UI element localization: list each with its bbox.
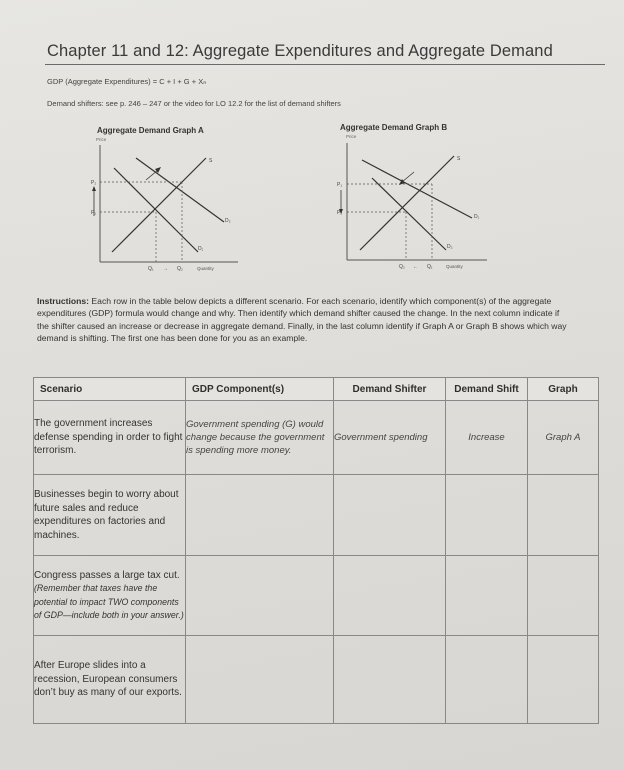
graph-a-supply-curve xyxy=(112,158,206,252)
shifter-cell[interactable] xyxy=(334,475,446,556)
scenario-text: Congress passes a large tax cut. xyxy=(34,569,180,581)
header-graph: Graph xyxy=(528,378,599,401)
header-scenario: Scenario xyxy=(34,378,186,401)
scenario-cell xyxy=(34,556,186,636)
scenario-cell: Businesses begin to worry about future sales and reduce expenditures on factories and machines. xyxy=(34,475,186,556)
gdp-formula: GDP (Aggregate Expenditures) = C + I + G + Xₙ xyxy=(47,77,207,86)
graph-b-quantity-label: Quantity xyxy=(446,264,463,269)
table-row xyxy=(34,401,599,475)
component-cell[interactable] xyxy=(186,636,334,724)
graph-a-p1-label: P₁ xyxy=(91,210,97,216)
graph-cell[interactable]: Graph A xyxy=(528,401,599,475)
graph-b-demand-curve-d2 xyxy=(372,178,446,250)
graph-b-demand-curve-d1 xyxy=(362,160,472,218)
graph-b-q2-label: Q₂ xyxy=(399,264,405,270)
graph-cell[interactable] xyxy=(528,475,599,556)
component-cell[interactable] xyxy=(186,475,334,556)
instructions xyxy=(37,295,572,345)
header-demand-shifter: Demand Shifter xyxy=(334,378,446,401)
instructions-label: Instructions: xyxy=(37,296,90,306)
table-row xyxy=(34,475,599,556)
graph-cell[interactable] xyxy=(528,556,599,636)
table-header-row xyxy=(34,378,599,401)
table-row xyxy=(34,636,599,724)
component-cell[interactable]: Government spending (G) would change because the government is spending more money. xyxy=(186,401,334,475)
scenario-table xyxy=(33,377,599,724)
graph-a-quantity-label: Quantity xyxy=(197,266,214,271)
header-demand-shift: Demand Shift xyxy=(446,378,528,401)
graph-a-s-label: S xyxy=(209,158,213,164)
graph-a-price-label: Price xyxy=(96,137,107,142)
shift-cell[interactable]: Increase xyxy=(446,401,528,475)
graph-a-demand-curve-d1 xyxy=(114,168,198,252)
graph-a-q2-label: Q₂ xyxy=(177,266,183,272)
graph-b-shift-arrow xyxy=(402,172,414,182)
graph-a-title: Aggregate Demand Graph A xyxy=(97,126,204,135)
shifter-cell[interactable] xyxy=(334,636,446,724)
header-gdp-component: GDP Component(s) xyxy=(186,378,334,401)
graph-b-s-label: S xyxy=(457,156,461,162)
graph-a-price-arrowhead xyxy=(92,186,96,191)
graph-a-shift-arrow xyxy=(146,170,158,180)
graph-a-d2-label: D₂ xyxy=(225,218,231,224)
graph-b-supply-curve xyxy=(360,156,454,250)
graph-b-p2-label: P₂ xyxy=(337,210,343,216)
graph-b-d2-label: D₂ xyxy=(447,244,453,250)
table-row xyxy=(34,556,599,636)
graph-a-d1-label: D₁ xyxy=(198,246,204,252)
scenario-note: (Remember that taxes have the potential to impact TWO components of GDP—include both in your answer.) xyxy=(34,583,184,620)
scenario-cell: The government increases defense spending in order to fight terrorism. xyxy=(34,401,186,475)
graph-b-q1-label: Q₁ xyxy=(427,264,433,270)
graph-b xyxy=(332,138,497,273)
graph-a-demand-curve-d2 xyxy=(136,158,224,222)
graph-a-p2-label: P₂ xyxy=(91,180,97,186)
scenario-cell: After Europe slides into a recession, European consumers don’t buy as many of our exports. xyxy=(34,636,186,724)
graph-b-price-label: Price xyxy=(346,134,357,139)
shifter-cell[interactable] xyxy=(334,556,446,636)
graph-b-d1-label: D₁ xyxy=(474,214,480,220)
shifter-cell[interactable]: Government spending xyxy=(334,401,446,475)
graph-a-q-arrow: → xyxy=(163,266,168,272)
graph-b-q-arrow: ← xyxy=(413,264,418,270)
graph-a-q1-label: Q₁ xyxy=(148,266,154,272)
component-cell[interactable] xyxy=(186,556,334,636)
shift-cell[interactable] xyxy=(446,636,528,724)
page-title: Chapter 11 and 12: Aggregate Expenditures and Aggregate Demand xyxy=(47,42,553,60)
demand-shifters-note: Demand shifters: see p. 246 – 247 or the video for LO 12.2 for the list of demand shifters xyxy=(47,99,341,108)
graph-b-p1-label: P₁ xyxy=(337,182,343,188)
instructions-text: Each row in the table below depicts a different scenario. For each scenario, identify which component(s) of the aggregate expenditures (GDP) formula would change and why. Then identify which demand shifter caused the change. In the next column indicate if the shifter caused an increase or decrease in aggregate demand. Finally, in the last column identify if Graph A or Graph B shows which way demand is shifting. The first one has been done for you as an example. xyxy=(37,296,567,344)
title-divider xyxy=(45,64,605,65)
shift-cell[interactable] xyxy=(446,556,528,636)
graph-cell[interactable] xyxy=(528,636,599,724)
shift-cell[interactable] xyxy=(446,475,528,556)
graph-b-title: Aggregate Demand Graph B xyxy=(340,123,448,132)
graph-a xyxy=(86,140,246,275)
